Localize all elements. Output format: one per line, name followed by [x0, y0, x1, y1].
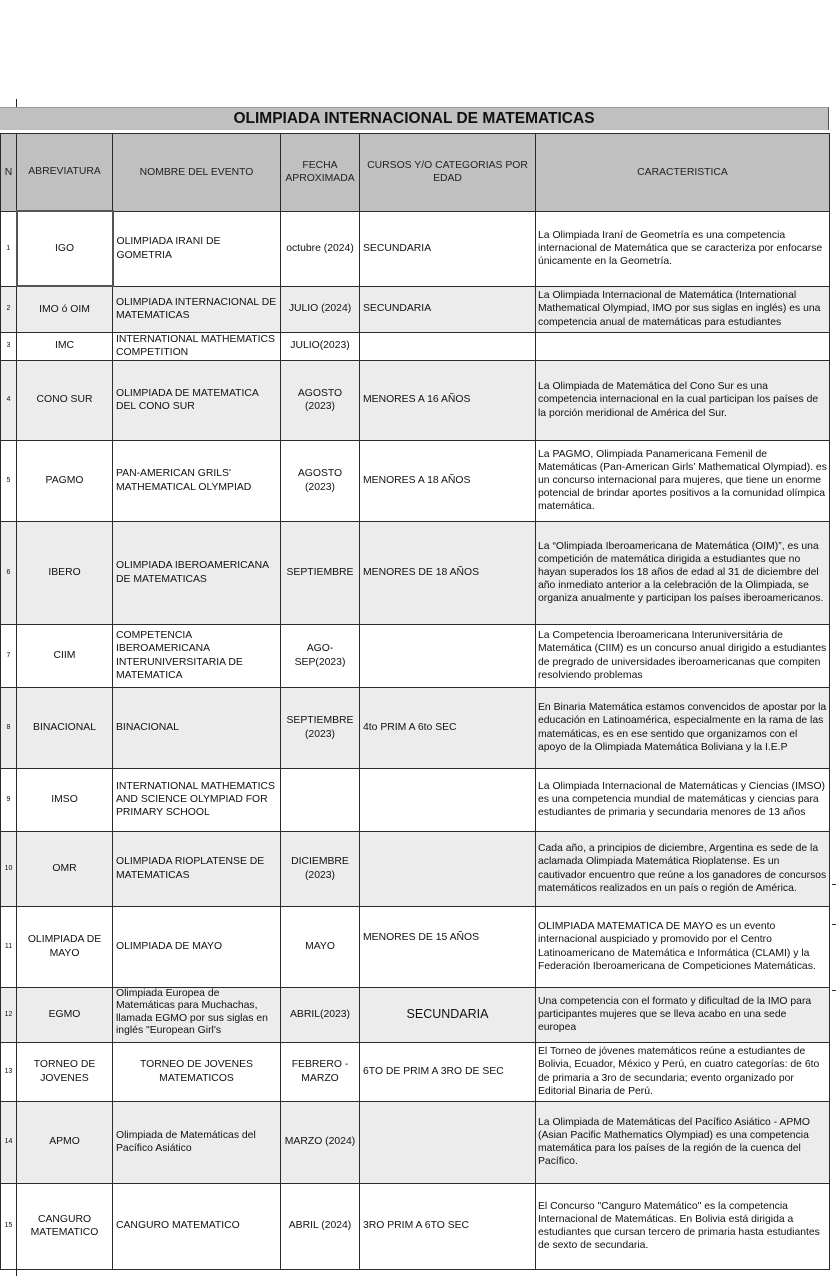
- header-caracteristica[interactable]: CARACTERISTICA: [536, 134, 830, 212]
- cell-caracteristica[interactable]: La Olimpiada Internacional de Matemática (International Mathematical Olympiad, IMO por sus siglas en inglés) es una competencia anual de matemáticas para estudiantes: [536, 286, 830, 332]
- cell-n[interactable]: 1: [1, 211, 17, 286]
- table-row: [1, 440, 830, 521]
- cell-n[interactable]: 14: [1, 1101, 17, 1183]
- cell-fecha[interactable]: JULIO (2024): [281, 286, 360, 332]
- cell-n[interactable]: 13: [1, 1042, 17, 1101]
- cell-nombre[interactable]: PAN-AMERICAN GRILS' MATHEMATICAL OLYMPIAD: [113, 440, 281, 521]
- table-row: [1, 624, 830, 687]
- cell-fecha[interactable]: AGOSTO (2023): [281, 360, 360, 440]
- cell-nombre[interactable]: INTERNATIONAL MATHEMATICS COMPETITION: [113, 332, 281, 360]
- header-row: [1, 134, 830, 212]
- column-gridline-tick: [16, 99, 17, 107]
- table-row: [1, 1101, 830, 1183]
- cell-caracteristica[interactable]: [536, 332, 830, 360]
- cell-nombre[interactable]: OLIMPIADA IRANI DE GOMETRIA: [113, 211, 281, 286]
- table-row: [1, 332, 830, 360]
- cell-fecha[interactable]: SEPTIEMBRE (2023): [281, 687, 360, 768]
- cell-fecha[interactable]: MARZO (2024): [281, 1101, 360, 1183]
- table-row: [1, 987, 830, 1042]
- cell-n[interactable]: 12: [1, 987, 17, 1042]
- header-cursos[interactable]: CURSOS Y/O CATEGORIAS POR EDAD: [360, 134, 536, 212]
- table-row: [1, 360, 830, 440]
- cell-abreviatura[interactable]: TORNEO DE JOVENES: [17, 1042, 113, 1101]
- cell-caracteristica[interactable]: La Olimpiada de Matemática del Cono Sur es una competencia internacional en la cual participan los países de la porción meridional de América del Sur.: [536, 360, 830, 440]
- cell-nombre[interactable]: BINACIONAL: [113, 687, 281, 768]
- cell-caracteristica[interactable]: La Olimpiada Internacional de Matemáticas y Ciencias (IMSO) es una competencia mundial de matemáticas y ciencias para estudiantes de primaria y secundaria menores de 13 años: [536, 768, 830, 831]
- cell-abreviatura[interactable]: OLIMPIADA DE MAYO: [17, 906, 113, 987]
- cell-abreviatura[interactable]: OMR: [17, 831, 113, 906]
- cell-fecha[interactable]: octubre (2024): [281, 211, 360, 286]
- cell-cursos[interactable]: 4to PRIM A 6to SEC: [360, 687, 536, 768]
- cell-fecha[interactable]: ABRIL(2023): [281, 987, 360, 1042]
- cell-n[interactable]: 5: [1, 440, 17, 521]
- table-row: [1, 687, 830, 768]
- cell-nombre[interactable]: Olimpiada de Matemáticas del Pacífico Asiático: [113, 1101, 281, 1183]
- cell-caracteristica[interactable]: Cada año, a principios de diciembre, Argentina es sede de la aclamada Olimpiada Matemática Rioplatense. Es un cautivador encuentro que reúne a los ganadores de concursos matemáticos realizados en un país o región de América.: [536, 831, 830, 906]
- cell-n[interactable]: 11: [1, 906, 17, 987]
- cell-abreviatura[interactable]: CIIM: [17, 624, 113, 687]
- cell-cursos[interactable]: [360, 624, 536, 687]
- gridline-mark: [832, 884, 836, 885]
- cell-caracteristica[interactable]: El Torneo de jóvenes matemáticos reúne a estudiantes de Bolivia, Ecuador, México y Perú, en cuatro categorías: de 6to de primaria a 3ro de secundaria; evento organizado por Editorial Binaria de Perú.: [536, 1042, 830, 1101]
- cell-cursos[interactable]: MENORES A 16 AÑOS: [360, 360, 536, 440]
- cell-cursos[interactable]: 6TO DE PRIM A 3RO DE SEC: [360, 1042, 536, 1101]
- table-row: [1, 768, 830, 831]
- cell-nombre[interactable]: OLIMPIADA RIOPLATENSE DE MATEMATICAS: [113, 831, 281, 906]
- table-row: [1, 521, 830, 624]
- cell-cursos[interactable]: MENORES A 18 AÑOS: [360, 440, 536, 521]
- cell-caracteristica[interactable]: La PAGMO, Olimpiada Panamericana Femenil de Matemáticas (Pan-American Girls’ Mathematical Olympiad). es un concurso internacional para mujeres, que tiene un enorme potencial de brindar aportes positivos a la comunidad olímpica matemática.: [536, 440, 830, 521]
- header-abreviatura[interactable]: ABREVIATURA: [17, 134, 113, 212]
- cell-fecha[interactable]: MAYO: [281, 906, 360, 987]
- header-fecha[interactable]: FECHA APROXIMADA: [281, 134, 360, 212]
- cell-cursos[interactable]: [360, 768, 536, 831]
- cell-caracteristica[interactable]: Una competencia con el formato y dificultad de la IMO para participantes mujeres que se lleva acabo en una sede europea: [536, 987, 830, 1042]
- gridline-mark: [832, 990, 836, 991]
- cell-nombre-text: Olimpiada Europea de Matemáticas para Muchachas, llamada EGMO por sus siglas en inglés "European Girl's: [116, 987, 268, 1037]
- sheet-title[interactable]: OLIMPIADA INTERNACIONAL DE MATEMATICAS: [0, 107, 829, 130]
- cell-abreviatura[interactable]: PAGMO: [17, 440, 113, 521]
- cell-abreviatura[interactable]: APMO: [17, 1101, 113, 1183]
- cell-caracteristica[interactable]: En Binaria Matemática estamos convencidos de apostar por la educación en Latinoamérica, especialmente en la rama de las matemáticas, es en ese sentido que organizamos con el apoyo de la Olimpiada Matemática Boliviana y la I.E.P: [536, 687, 830, 768]
- cell-nombre[interactable]: OLIMPIADA DE MATEMATICA DEL CONO SUR: [113, 360, 281, 440]
- table-row: [1, 1183, 830, 1269]
- cell-fecha[interactable]: JULIO(2023): [281, 332, 360, 360]
- cell-abreviatura[interactable]: BINACIONAL: [17, 687, 113, 768]
- cell-nombre[interactable]: OLIMPIADA DE MAYO: [113, 906, 281, 987]
- cell-cursos[interactable]: [360, 332, 536, 360]
- cell-abreviatura[interactable]: IMO ó OIM: [17, 286, 113, 332]
- cell-n[interactable]: 7: [1, 624, 17, 687]
- cell-cursos[interactable]: SECUNDARIA: [360, 211, 536, 286]
- table-row: [1, 1042, 830, 1101]
- cell-fecha[interactable]: FEBRERO - MARZO: [281, 1042, 360, 1101]
- gridline-mark: [832, 924, 836, 925]
- cell-cursos[interactable]: SECUNDARIA: [360, 286, 536, 332]
- column-gridline-tick: [16, 1268, 17, 1276]
- cell-cursos[interactable]: SECUNDARIA: [360, 987, 536, 1042]
- cell-fecha[interactable]: DICIEMBRE (2023): [281, 831, 360, 906]
- cell-cursos[interactable]: [360, 831, 536, 906]
- cell-cursos[interactable]: 3RO PRIM A 6TO SEC: [360, 1183, 536, 1269]
- cell-fecha[interactable]: [281, 768, 360, 831]
- cell-n[interactable]: 8: [1, 687, 17, 768]
- cell-caracteristica[interactable]: La Competencia Iberoamericana Interuniversitária de Matemática (CIIM) es un concurso anual dirigido a estudiantes de pregrado de universidades iberoamericanas que compiten resolviendo problemas: [536, 624, 830, 687]
- cell-abreviatura[interactable]: IGO: [17, 211, 113, 286]
- table-row: [1, 286, 830, 332]
- cell-n[interactable]: 9: [1, 768, 17, 831]
- cell-nombre[interactable]: TORNEO DE JOVENES MATEMATICOS: [113, 1042, 281, 1101]
- cell-n[interactable]: 6: [1, 521, 17, 624]
- cell-fecha[interactable]: AGO-SEP(2023): [281, 624, 360, 687]
- cell-n[interactable]: 3: [1, 332, 17, 360]
- cell-caracteristica[interactable]: OLIMPIADA MATEMATICA DE MAYO es un evento internacional auspiciado y promovido por el Centro Latinoamericano de Matemática e Informática (CLAMI) y la Federación Iberoamericana de Competiciones Matemáticas.: [536, 906, 830, 987]
- cell-nombre[interactable]: COMPETENCIA IBEROAMERICANA INTERUNIVERSITARIA DE MATEMATICA: [113, 624, 281, 687]
- cell-cursos[interactable]: [360, 1101, 536, 1183]
- cell-fecha[interactable]: SEPTIEMBRE: [281, 521, 360, 624]
- olympiad-table: [0, 133, 830, 1270]
- cell-cursos[interactable]: MENORES DE 15 AÑOS: [360, 906, 536, 987]
- cell-abreviatura[interactable]: CANGURO MATEMATICO: [17, 1183, 113, 1269]
- cell-n[interactable]: 15: [1, 1183, 17, 1269]
- cell-abreviatura[interactable]: IMSO: [17, 768, 113, 831]
- header-n[interactable]: N: [1, 134, 17, 212]
- cell-abreviatura[interactable]: IMC: [17, 332, 113, 360]
- cell-nombre[interactable]: OLIMPIADA INTERNACIONAL DE MATEMATICAS: [113, 286, 281, 332]
- cell-caracteristica[interactable]: La “Olimpiada Iberoamericana de Matemática (OIM)”, es una competición de matemática dirigida a estudiantes que no hayan superados los 18 años de edad al 31 de diciembre del año inmediato anterior a la celebración de la Olimpiada, se organiza anualmente y participan los países iberoamericanos.: [536, 521, 830, 624]
- table-row: [1, 831, 830, 906]
- table-row: [1, 211, 830, 286]
- cell-n[interactable]: 10: [1, 831, 17, 906]
- cell-fecha[interactable]: AGOSTO (2023): [281, 440, 360, 521]
- cell-n[interactable]: 4: [1, 360, 17, 440]
- cell-abreviatura[interactable]: EGMO: [17, 987, 113, 1042]
- cell-abreviatura[interactable]: IBERO: [17, 521, 113, 624]
- header-nombre[interactable]: NOMBRE DEL EVENTO: [113, 134, 281, 212]
- cell-caracteristica[interactable]: La Olimpiada de Matemáticas del Pacífico Asiático - APMO (Asian Pacific Mathematics Olympiad) es una competencia matemática para los países de la región de la cuenca del Pacífico.: [536, 1101, 830, 1183]
- cell-n[interactable]: 2: [1, 286, 17, 332]
- cell-abreviatura[interactable]: CONO SUR: [17, 360, 113, 440]
- cell-caracteristica[interactable]: El Concurso "Canguro Matemático" es la competencia Internacional de Matemáticas. En Bolivia está dirigida a estudiantes que cursan tercero de primaria hasta estudiantes de sexto de secundaria.: [536, 1183, 830, 1269]
- cell-cursos[interactable]: MENORES DE 18 AÑOS: [360, 521, 536, 624]
- cell-caracteristica[interactable]: La Olimpiada Iraní de Geometría es una competencia internacional de Matemática que se caracteriza por enfocarse únicamente en la Geometría.: [536, 211, 830, 286]
- cell-fecha[interactable]: ABRIL (2024): [281, 1183, 360, 1269]
- cell-nombre[interactable]: INTERNATIONAL MATHEMATICS AND SCIENCE OLYMPIAD FOR PRIMARY SCHOOL: [113, 768, 281, 831]
- cell-nombre[interactable]: OLIMPIADA IBEROAMERICANA DE MATEMATICAS: [113, 521, 281, 624]
- table-row: [1, 906, 830, 987]
- cell-nombre[interactable]: CANGURO MATEMATICO: [113, 1183, 281, 1269]
- cell-nombre[interactable]: [113, 987, 281, 1042]
